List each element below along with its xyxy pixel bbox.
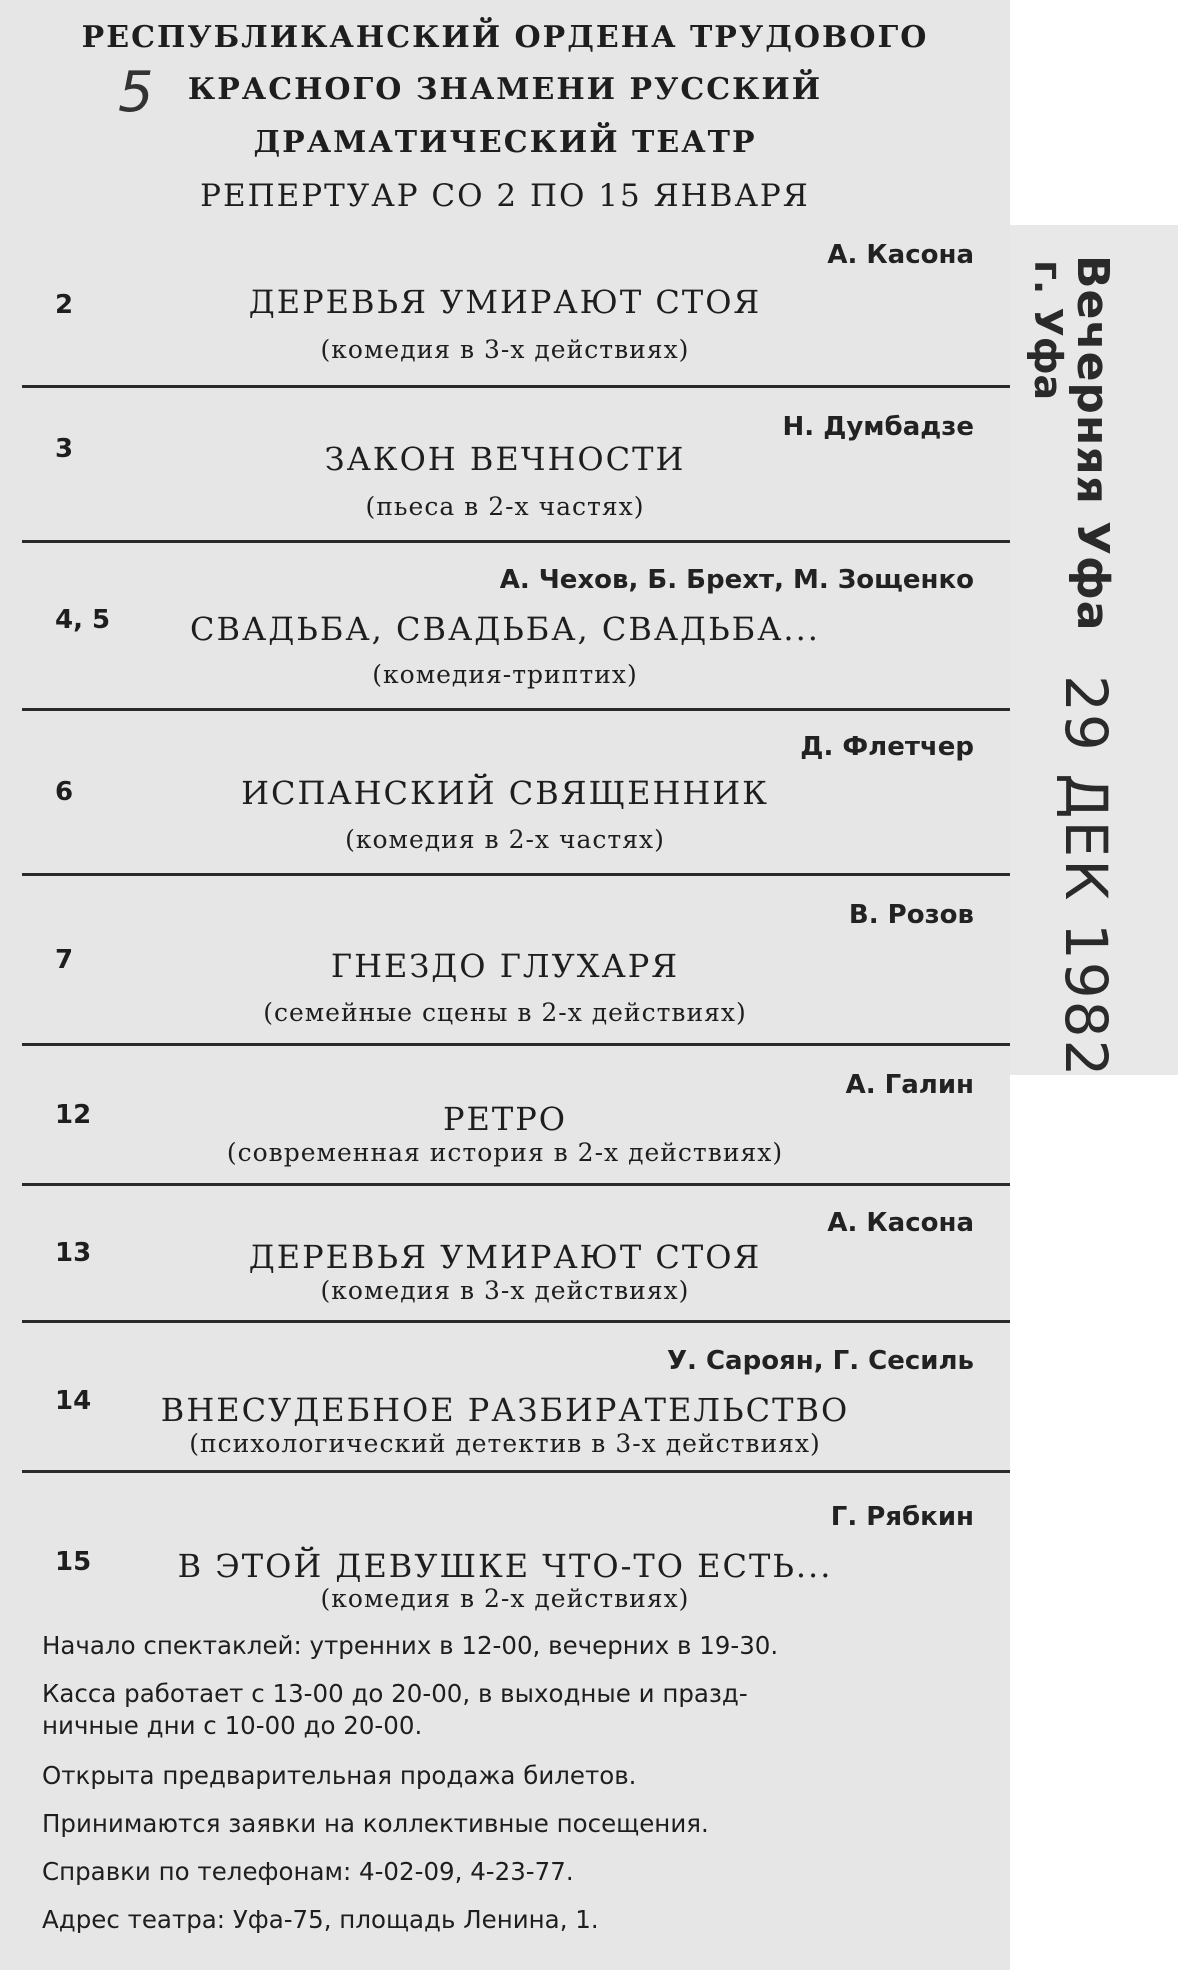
play-author: В. Розов bbox=[848, 900, 974, 930]
pencil-mark: 5 bbox=[118, 60, 154, 125]
play-date: 6 bbox=[55, 777, 74, 807]
stamp-city: г. Уфа bbox=[1026, 260, 1070, 401]
play-date: 12 bbox=[55, 1100, 92, 1130]
group-orders-note: Принимаются заявки на коллективные посещения. bbox=[42, 1809, 709, 1838]
play-title: ИСПАНСКИЙ СВЯЩЕННИК bbox=[241, 774, 769, 812]
divider bbox=[22, 385, 1010, 388]
box-office-line-2: ничные дни с 10-00 до 20-00. bbox=[42, 1711, 423, 1740]
stamp-newspaper-name: Вечерняя Уфа bbox=[1067, 255, 1118, 632]
play-author: А. Касона bbox=[827, 1208, 974, 1238]
play-genre: (комедия в 3-х действиях) bbox=[320, 335, 690, 364]
play-date: 7 bbox=[55, 945, 74, 975]
play-author: А. Касона bbox=[827, 240, 974, 270]
play-author: У. Сароян, Г. Сесиль bbox=[667, 1346, 974, 1376]
play-genre: (комедия-триптих) bbox=[372, 660, 638, 689]
divider bbox=[22, 708, 1010, 711]
repertoire-heading: РЕПЕРТУАР СО 2 ПО 15 ЯНВАРЯ bbox=[200, 178, 810, 214]
play-date: 3 bbox=[55, 434, 74, 464]
start-times: Начало спектаклей: утренних в 12-00, вечерних в 19-30. bbox=[42, 1631, 779, 1660]
theatre-name-line-3: ДРАМАТИЧЕСКИЙ ТЕАТР bbox=[253, 125, 757, 160]
play-title: ДЕРЕВЬЯ УМИРАЮТ СТОЯ bbox=[248, 283, 762, 321]
divider bbox=[22, 873, 1010, 876]
play-title: ЗАКОН ВЕЧНОСТИ bbox=[324, 440, 686, 478]
play-genre: (комедия в 2-х действиях) bbox=[320, 1584, 690, 1613]
play-genre: (комедия в 3-х действиях) bbox=[320, 1276, 690, 1305]
play-genre: (современная история в 2-х действиях) bbox=[226, 1138, 784, 1167]
play-genre: (семейные сцены в 2-х действиях) bbox=[263, 998, 747, 1027]
play-author: Д. Флетчер bbox=[800, 732, 974, 762]
play-title: РЕТРО bbox=[443, 1100, 567, 1138]
date-stamp bbox=[1010, 225, 1178, 1079]
divider bbox=[22, 1470, 1010, 1473]
phone-numbers: Справки по телефонам: 4-02-09, 4-23-77. bbox=[42, 1857, 574, 1886]
play-title: ВНЕСУДЕБНОЕ РАЗБИРАТЕЛЬСТВО bbox=[160, 1391, 850, 1429]
play-author: А. Чехов, Б. Брехт, М. Зощенко bbox=[499, 565, 974, 595]
divider bbox=[22, 540, 1010, 543]
presale-note: Открыта предварительная продажа билетов. bbox=[42, 1761, 637, 1790]
divider bbox=[22, 1043, 1010, 1046]
play-genre: (пьеса в 2-х частях) bbox=[365, 492, 645, 521]
play-author: Н. Думбадзе bbox=[782, 412, 974, 442]
play-genre: (психологический детектив в 3-х действиях) bbox=[189, 1429, 821, 1458]
divider bbox=[22, 1320, 1010, 1323]
play-genre: (комедия в 2-х частях) bbox=[345, 825, 665, 854]
box-office-line-1: Касса работает с 13-00 до 20-00, в выходные и празд- bbox=[42, 1679, 748, 1708]
play-date: 2 bbox=[55, 290, 74, 320]
divider bbox=[22, 1183, 1010, 1186]
play-date: 4, 5 bbox=[55, 605, 111, 635]
play-title: В ЭТОЙ ДЕВУШКЕ ЧТО-ТО ЕСТЬ... bbox=[177, 1547, 833, 1585]
play-title: СВАДЬБА, СВАДЬБА, СВАДЬБА... bbox=[190, 610, 820, 648]
theatre-address: Адрес театра: Уфа-75, площадь Ленина, 1. bbox=[42, 1905, 599, 1934]
play-date: 15 bbox=[55, 1547, 92, 1577]
play-title: ГНЕЗДО ГЛУХАРЯ bbox=[330, 947, 680, 985]
play-author: А. Галин bbox=[845, 1070, 974, 1100]
stamp-date: 29 ДЕК 1982 bbox=[1052, 675, 1120, 1079]
play-date: 13 bbox=[55, 1238, 92, 1268]
play-title: ДЕРЕВЬЯ УМИРАЮТ СТОЯ bbox=[248, 1238, 762, 1276]
play-date: 14 bbox=[55, 1386, 92, 1416]
theatre-name-line-1: РЕСПУБЛИКАНСКИЙ ОРДЕНА ТРУДОВОГО bbox=[81, 20, 929, 55]
theatre-name-line-2: КРАСНОГО ЗНАМЕНИ РУССКИЙ bbox=[187, 72, 823, 107]
play-author: Г. Рябкин bbox=[830, 1502, 974, 1532]
